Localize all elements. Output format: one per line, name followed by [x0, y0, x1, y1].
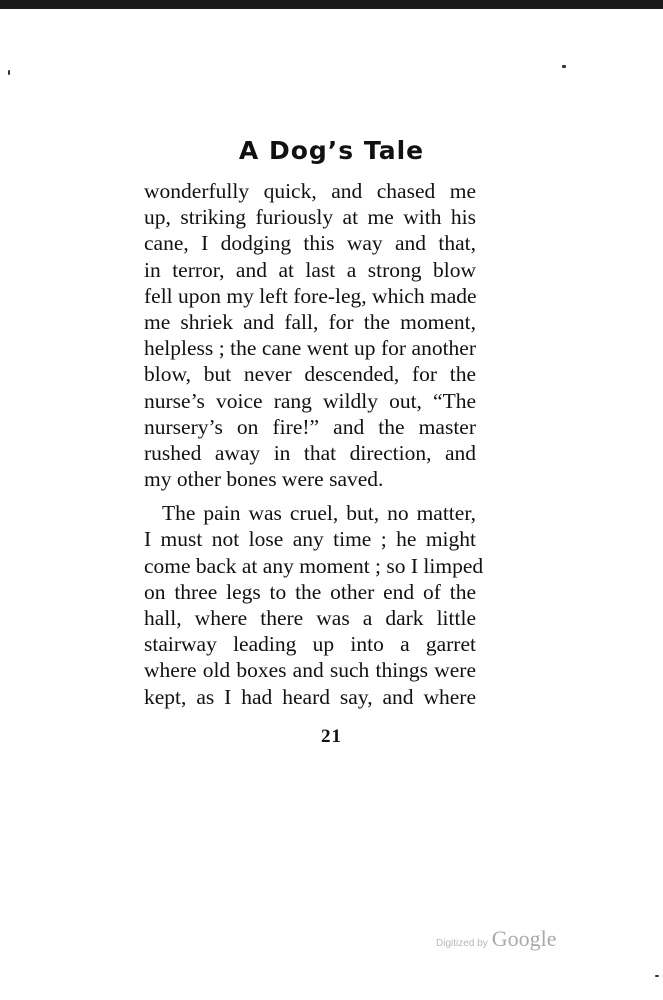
text-line: kept, as I had heard say, and where	[144, 684, 476, 709]
scan-speck	[8, 70, 10, 75]
text-line: come back at any moment ; so I limped	[144, 553, 484, 578]
scan-top-edge	[0, 0, 663, 9]
text-line: wonderfully quick, and chased me	[144, 179, 476, 203]
text-line: I must not lose any time ; he might	[144, 527, 476, 552]
text-line: up, striking furiously at me with his	[144, 205, 476, 230]
text-line: in terror, and at last a strong blow	[144, 257, 476, 282]
text-line: on three legs to the other end of the	[144, 579, 476, 604]
scan-speck	[655, 975, 659, 977]
scan-speck	[562, 65, 566, 68]
watermark-prefix: Digitized by	[436, 938, 488, 949]
text-line: nursery’s on fire!” and the master	[144, 414, 476, 439]
text-line: rushed away in that direction, and	[144, 440, 476, 465]
paragraph-2	[144, 500, 484, 710]
page-number: 21	[321, 726, 342, 747]
text-line: helpless ; the cane went up for another	[144, 336, 476, 361]
body-text	[144, 178, 484, 710]
digitized-watermark	[436, 926, 576, 956]
text-line: where old boxes and such things were	[144, 658, 476, 683]
text-line: nurse’s voice rang wildly out, “The	[144, 388, 476, 413]
running-head: A Dog’s Tale	[238, 136, 425, 165]
text-line: stairway leading up into a garret	[144, 632, 476, 657]
text-line: blow, but never descended, for the	[144, 362, 476, 387]
text-line: fell upon my left fore-leg, which made	[144, 283, 477, 308]
watermark-brand: Google	[491, 926, 557, 951]
text-line: The pain was cruel, but, no matter,	[162, 501, 476, 526]
text-line: me shriek and fall, for the moment,	[144, 309, 476, 334]
text-line: cane, I dodging this way and that,	[144, 231, 476, 256]
paragraph-1	[144, 178, 476, 492]
text-line: hall, where there was a dark little	[144, 606, 476, 630]
text-line: my other bones were saved.	[144, 467, 384, 492]
